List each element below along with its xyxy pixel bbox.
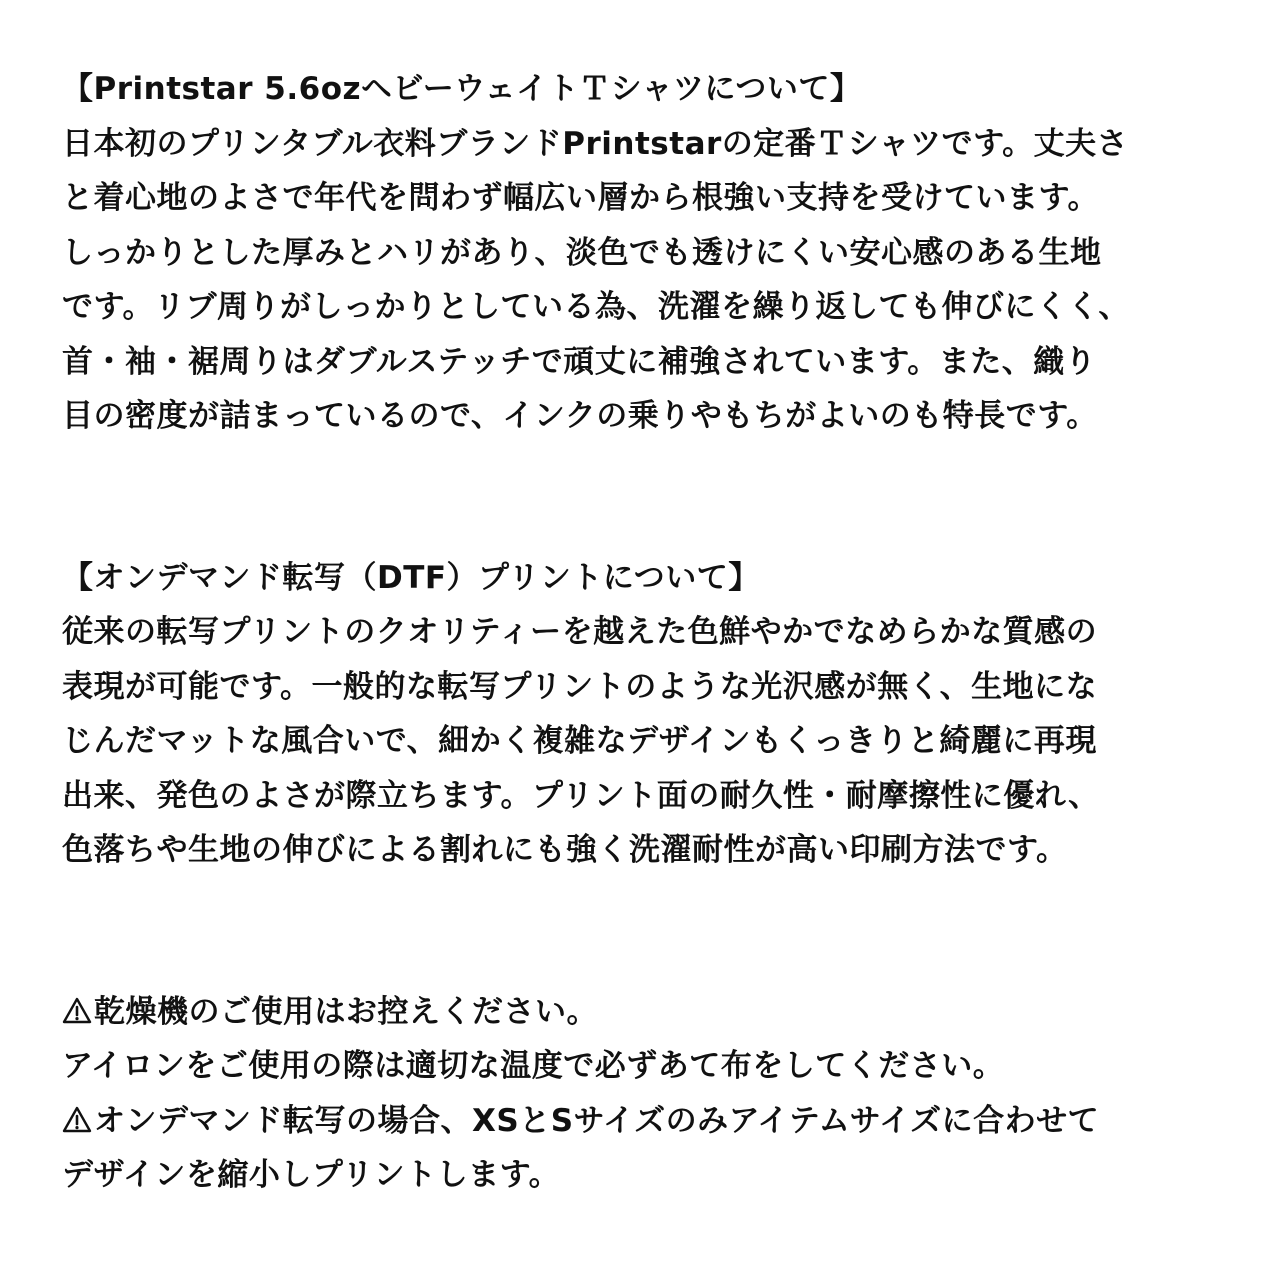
warning-icon [62, 1105, 92, 1135]
note-dryer-text: 乾燥機のご使用はお控えください。 [94, 993, 598, 1030]
note-size-text: オンデマンド転写の場合、XSとSサイズのみアイテムサイズに合わせて [94, 1102, 1100, 1139]
warning-icon [62, 996, 92, 1026]
note-size [62, 1094, 1232, 1149]
document-body [62, 62, 1232, 1203]
care-notes-section [62, 985, 1232, 1203]
tshirt-text-line: です。リブ周りがしっかりとしている為、洗濯を繰り返しても伸びにくく、 [62, 289, 1130, 325]
dtf-text-line: じんだマットな風合いで、細かく複雑なデザインもくっきりと綺麗に再現 [62, 723, 1097, 759]
tshirt-text-line: と着心地のよさで年代を問わず幅広い層から根強い支持を受けています。 [62, 180, 1100, 216]
tshirt-section [62, 62, 1232, 444]
tshirt-text-line: 日本初のプリンタブル衣料ブランドPrintstarの定番Ｔシャツです。丈夫さ [62, 125, 1129, 162]
dtf-text-line: 色落ちや生地の伸びによる割れにも強く洗濯耐性が高い印刷方法です。 [62, 832, 1068, 868]
dtf-section-heading: 【オンデマンド転写（DTF）プリントについて】 [62, 559, 760, 596]
dtf-text-line: 表現が可能です。一般的な転写プリントのような光沢感が無く、生地にな [62, 668, 1098, 705]
tshirt-text-line: 首・袖・裾周りはダブルステッチで頑丈に補強されています。また、織り [62, 343, 1097, 380]
note-size-continued: デザインを縮小しプリントします。 [62, 1157, 561, 1193]
tshirt-text-line: 目の密度が詰まっているので、インクの乗りやもちがよいのも特長です。 [62, 398, 1098, 434]
note-iron: アイロンをご使用の際は適切な温度で必ずあて布をしてください。 [62, 1048, 1005, 1084]
dtf-text-line: 従来の転写プリントのクオリティーを越えた色鮮やかでなめらかな質感の [62, 614, 1098, 650]
dtf-text-line: 出来、発色のよさが際立ちます。プリント面の耐久性・耐摩擦性に優れ、 [62, 777, 1100, 814]
tshirt-section-heading: 【Printstar 5.6ozヘビーウェイトＴシャツについて】 [62, 71, 862, 107]
tshirt-text-line: しっかりとした厚みとハリがあり、淡色でも透けにくい安心感のある生地 [62, 234, 1102, 271]
note-dryer [62, 985, 1232, 1040]
dtf-print-section [62, 551, 1232, 878]
